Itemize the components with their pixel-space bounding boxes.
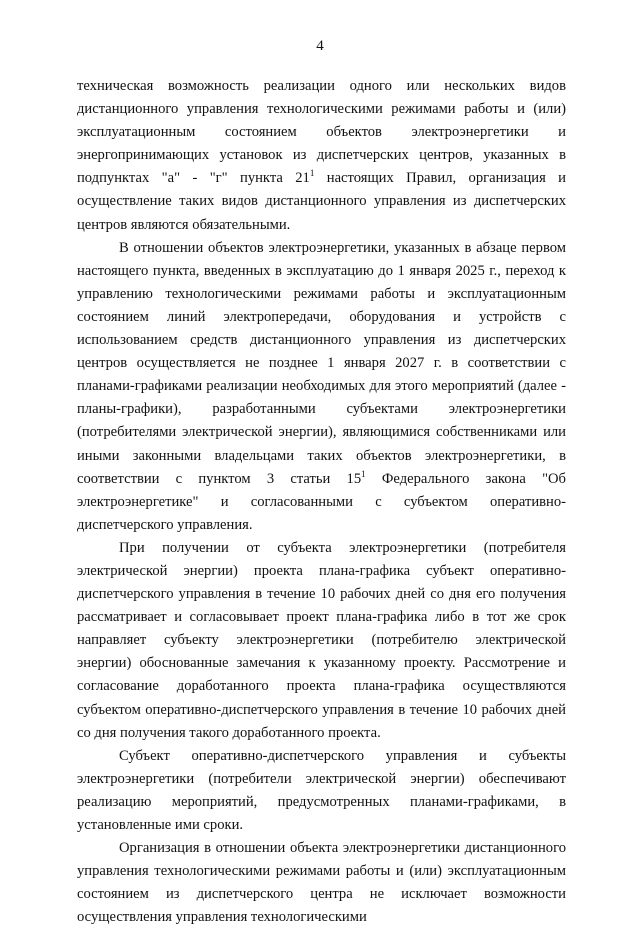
paragraph — [77, 745, 566, 837]
paragraph — [77, 237, 566, 537]
paragraph — [77, 75, 566, 237]
document-body — [77, 75, 566, 929]
paragraph — [77, 837, 566, 929]
paragraph-text: настоящих Правил, организация и осуществление таких видов дистанционного управления из диспетчерских центров являются обязательными. — [77, 170, 566, 233]
paragraph-text: Федерального закона "Об электроэнергетике" и согласованными с субъектом оперативно-диспетчерского управления. — [77, 470, 566, 533]
paragraph-text: техническая возможность реализации одного или нескольких видов дистанционного управления технологическими режимами работы и (или) эксплуатационным состоянием объектов электроэнергетики и энергопринимающих установок из диспетчерских центров, указанных в подпунктах "а" - "г" пункта 21 — [77, 78, 566, 187]
paragraph-text: При получении от субъекта электроэнергетики (потребителя электрической энергии) проекта плана-графика субъект оперативно-диспетчерского управления в течение 10 рабочих дней со дня его получения рассматривает и согласовывает проект плана-графика либо в тот же срок направляет субъекту электроэнергетики (потребителю электрической энергии) обоснованные замечания к указанному проекту. Рассмотрение и согласование доработанного проекта плана-графика осуществляются субъектом оперативно-диспетчерского управления в течение 10 рабочих дней со дня получения такого доработанного проекта. — [77, 539, 566, 741]
paragraph-text: Субъект оперативно-диспетчерского управления и субъекты электроэнергетики (потребители электрической энергии) обеспечивают реализацию мероприятий, предусмотренных планами-графиками, в установленные ими сроки. — [77, 747, 566, 833]
page-number: 4 — [316, 38, 324, 54]
superscript: 1 — [361, 468, 366, 479]
paragraph-text: Организация в отношении объекта электроэнергетики дистанционного управления технологическими режимами работы и (или) эксплуатационным состоянием из диспетчерского центра не исключает возможности осуществления управления технологическими — [77, 840, 566, 926]
paragraph-text: В отношении объектов электроэнергетики, указанных в абзаце первом настоящего пункта, введенных в эксплуатацию до 1 января 2025 г., переход к управлению технологическими режимами работы и эксплуатационным состоянием линий электропередачи, оборудования и устройств с использованием средств дистанционного управления из диспетчерских центров осуществляется не позднее 1 января 2027 г. в соответствии с планами-графиками реализации необходимых для этого мероприятий (далее - планы-графики), разработанными субъектами электроэнергетики (потребителями электрической энергии), являющимися собственниками или иными законными владельцами таких объектов электроэнергетики, в соответствии с пунктом 3 статьи 15 — [77, 239, 566, 487]
paragraph — [77, 537, 566, 745]
superscript: 1 — [309, 168, 315, 179]
